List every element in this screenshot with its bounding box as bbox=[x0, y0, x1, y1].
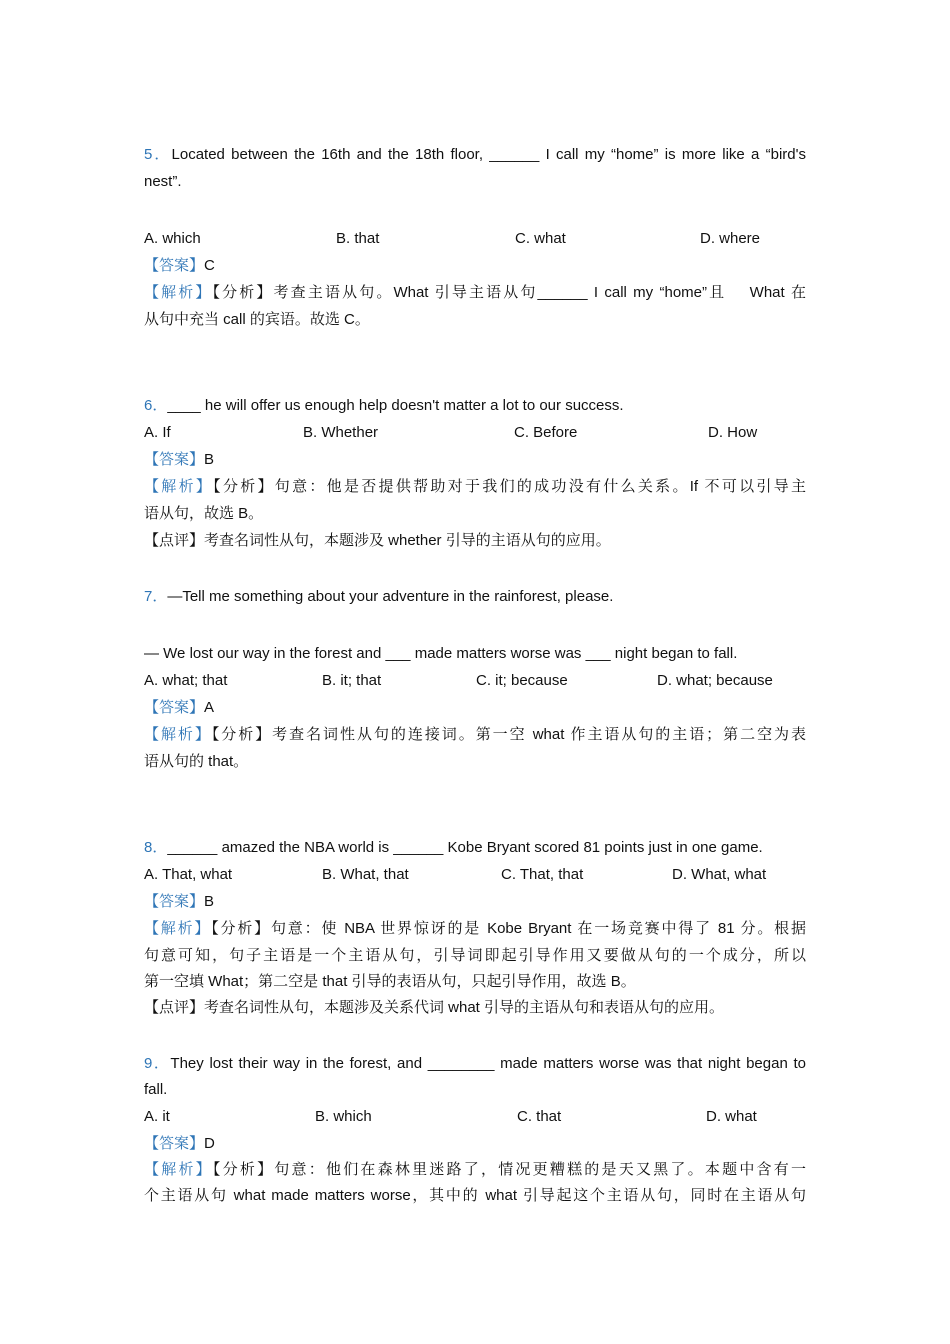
question-8-stem: 8．______ amazed the NBA world is ______ Kobe Bryant scored 81 points just in one game. bbox=[144, 839, 763, 856]
option-c: C. what bbox=[515, 230, 566, 247]
analysis-line-cont: 第一空填 What；第二空是 that 引导的表语从句，只起引导作用，故选 B。 bbox=[144, 973, 636, 990]
question-number: 6． bbox=[144, 397, 168, 414]
answer-line bbox=[144, 1134, 806, 1154]
analysis-tag: 【解析】 bbox=[144, 920, 212, 937]
question-number: 9． bbox=[144, 1055, 171, 1072]
answer-value: D bbox=[204, 1135, 215, 1152]
answer-value: B bbox=[204, 451, 215, 468]
option-d: D. What, what bbox=[672, 866, 767, 883]
answer-value: A bbox=[204, 699, 215, 716]
option-d: D. where bbox=[700, 230, 761, 247]
answer-tag: 【答案】 bbox=[144, 451, 205, 468]
analysis-tag: 【解析】 bbox=[144, 284, 213, 301]
analysis-line-cont: 句意可知，句子主语是一个主语从句，引导词即起引导作用又要做从句的一个成分，所以 bbox=[144, 947, 806, 964]
question-number: 7． bbox=[144, 588, 168, 605]
answer-line bbox=[144, 450, 806, 470]
option-a: A. That, what bbox=[144, 866, 233, 883]
option-c: C. it; because bbox=[476, 672, 568, 689]
analysis-tag: 【解析】 bbox=[144, 726, 212, 743]
comment-line: 【点评】考查名词性从句，本题涉及关系代词 what 引导的主语从句和表语从句的应用。 bbox=[144, 999, 725, 1016]
option-a: A. what; that bbox=[144, 672, 228, 689]
question-number: 8． bbox=[144, 839, 168, 856]
analysis-line-cont: 从句中充当 call 的宾语。故选 C。 bbox=[144, 311, 370, 328]
option-d: D. what bbox=[706, 1108, 757, 1125]
analysis-line: 【解析】【分析】考查名词性从句的连接词。第一空 what 作主语从句的主语；第二空为表 bbox=[144, 726, 806, 743]
question-9-stem-cont: fall. bbox=[144, 1081, 168, 1098]
option-b: B. which bbox=[315, 1108, 372, 1125]
option-c: C. That, that bbox=[501, 866, 584, 883]
question-number: 5． bbox=[144, 146, 172, 163]
answer-line bbox=[144, 256, 806, 276]
question-7-stem: 7．—Tell me something about your adventure in the rainforest, please. bbox=[144, 588, 614, 605]
option-b: B. What, that bbox=[322, 866, 409, 883]
option-d: D. what; because bbox=[657, 672, 773, 689]
answer-line bbox=[144, 698, 806, 718]
option-b: B. that bbox=[336, 230, 380, 247]
option-c: C. Before bbox=[514, 424, 578, 441]
answer-value: B bbox=[204, 893, 215, 910]
question-5-stem-cont: nest”. bbox=[144, 173, 182, 190]
answer-line bbox=[144, 892, 806, 912]
comment-line: 【点评】考查名词性从句，本题涉及 whether 引导的主语从句的应用。 bbox=[144, 532, 611, 549]
answer-tag: 【答案】 bbox=[144, 699, 205, 716]
option-a: A. which bbox=[144, 230, 201, 247]
option-b: B. Whether bbox=[303, 424, 379, 441]
option-b: B. it; that bbox=[322, 672, 382, 689]
question-9-stem: 9．They lost their way in the forest, and ________ made matters worse was that night began to bbox=[144, 1055, 807, 1072]
option-a: A. If bbox=[144, 424, 171, 441]
option-c: C. that bbox=[517, 1108, 562, 1125]
analysis-tag: 【解析】 bbox=[144, 478, 214, 495]
answer-tag: 【答案】 bbox=[144, 1135, 205, 1152]
option-a: A. it bbox=[144, 1108, 170, 1125]
analysis-line-cont: 语从句，故选 B。 bbox=[144, 505, 264, 522]
analysis-line-cont: 个主语从句 what made matters worse，其中的 what 引导起这个主语从句，同时在主语从句 bbox=[144, 1187, 806, 1204]
question-6-stem: 6．____ he will offer us enough help doesn't matter a lot to our success. bbox=[144, 397, 624, 414]
analysis-line: 【解析】【分析】句意：他是否提供帮助对于我们的成功没有什么关系。If 不可以引导主 bbox=[144, 478, 806, 495]
question-7-reply: — We lost our way in the forest and ___ made matters worse was ___ night began to fall. bbox=[144, 645, 738, 662]
option-d: D. How bbox=[708, 424, 758, 441]
analysis-line-cont: 语从句的 that。 bbox=[144, 753, 249, 770]
analysis-line: 【解析】【分析】句意：使 NBA 世界惊讶的是 Kobe Bryant 在一场竞赛中得了 81 分。根据 bbox=[144, 920, 806, 937]
analysis-tag: 【解析】 bbox=[144, 1161, 213, 1178]
answer-tag: 【答案】 bbox=[144, 257, 205, 274]
answer-value: C bbox=[204, 257, 215, 274]
question-5-stem: 5．Located between the 16th and the 18th floor, ______ I call my “home” is more like a “bird's bbox=[144, 146, 806, 163]
analysis-line: 【解析】【分析】句意：他们在森林里迷路了，情况更糟糕的是天又黑了。本题中含有一 bbox=[144, 1161, 806, 1178]
analysis-line: 【解析】【分析】考查主语从句。What 引导主语从句______ I call my “home”且 What 在 bbox=[144, 284, 806, 301]
answer-tag: 【答案】 bbox=[144, 893, 205, 910]
